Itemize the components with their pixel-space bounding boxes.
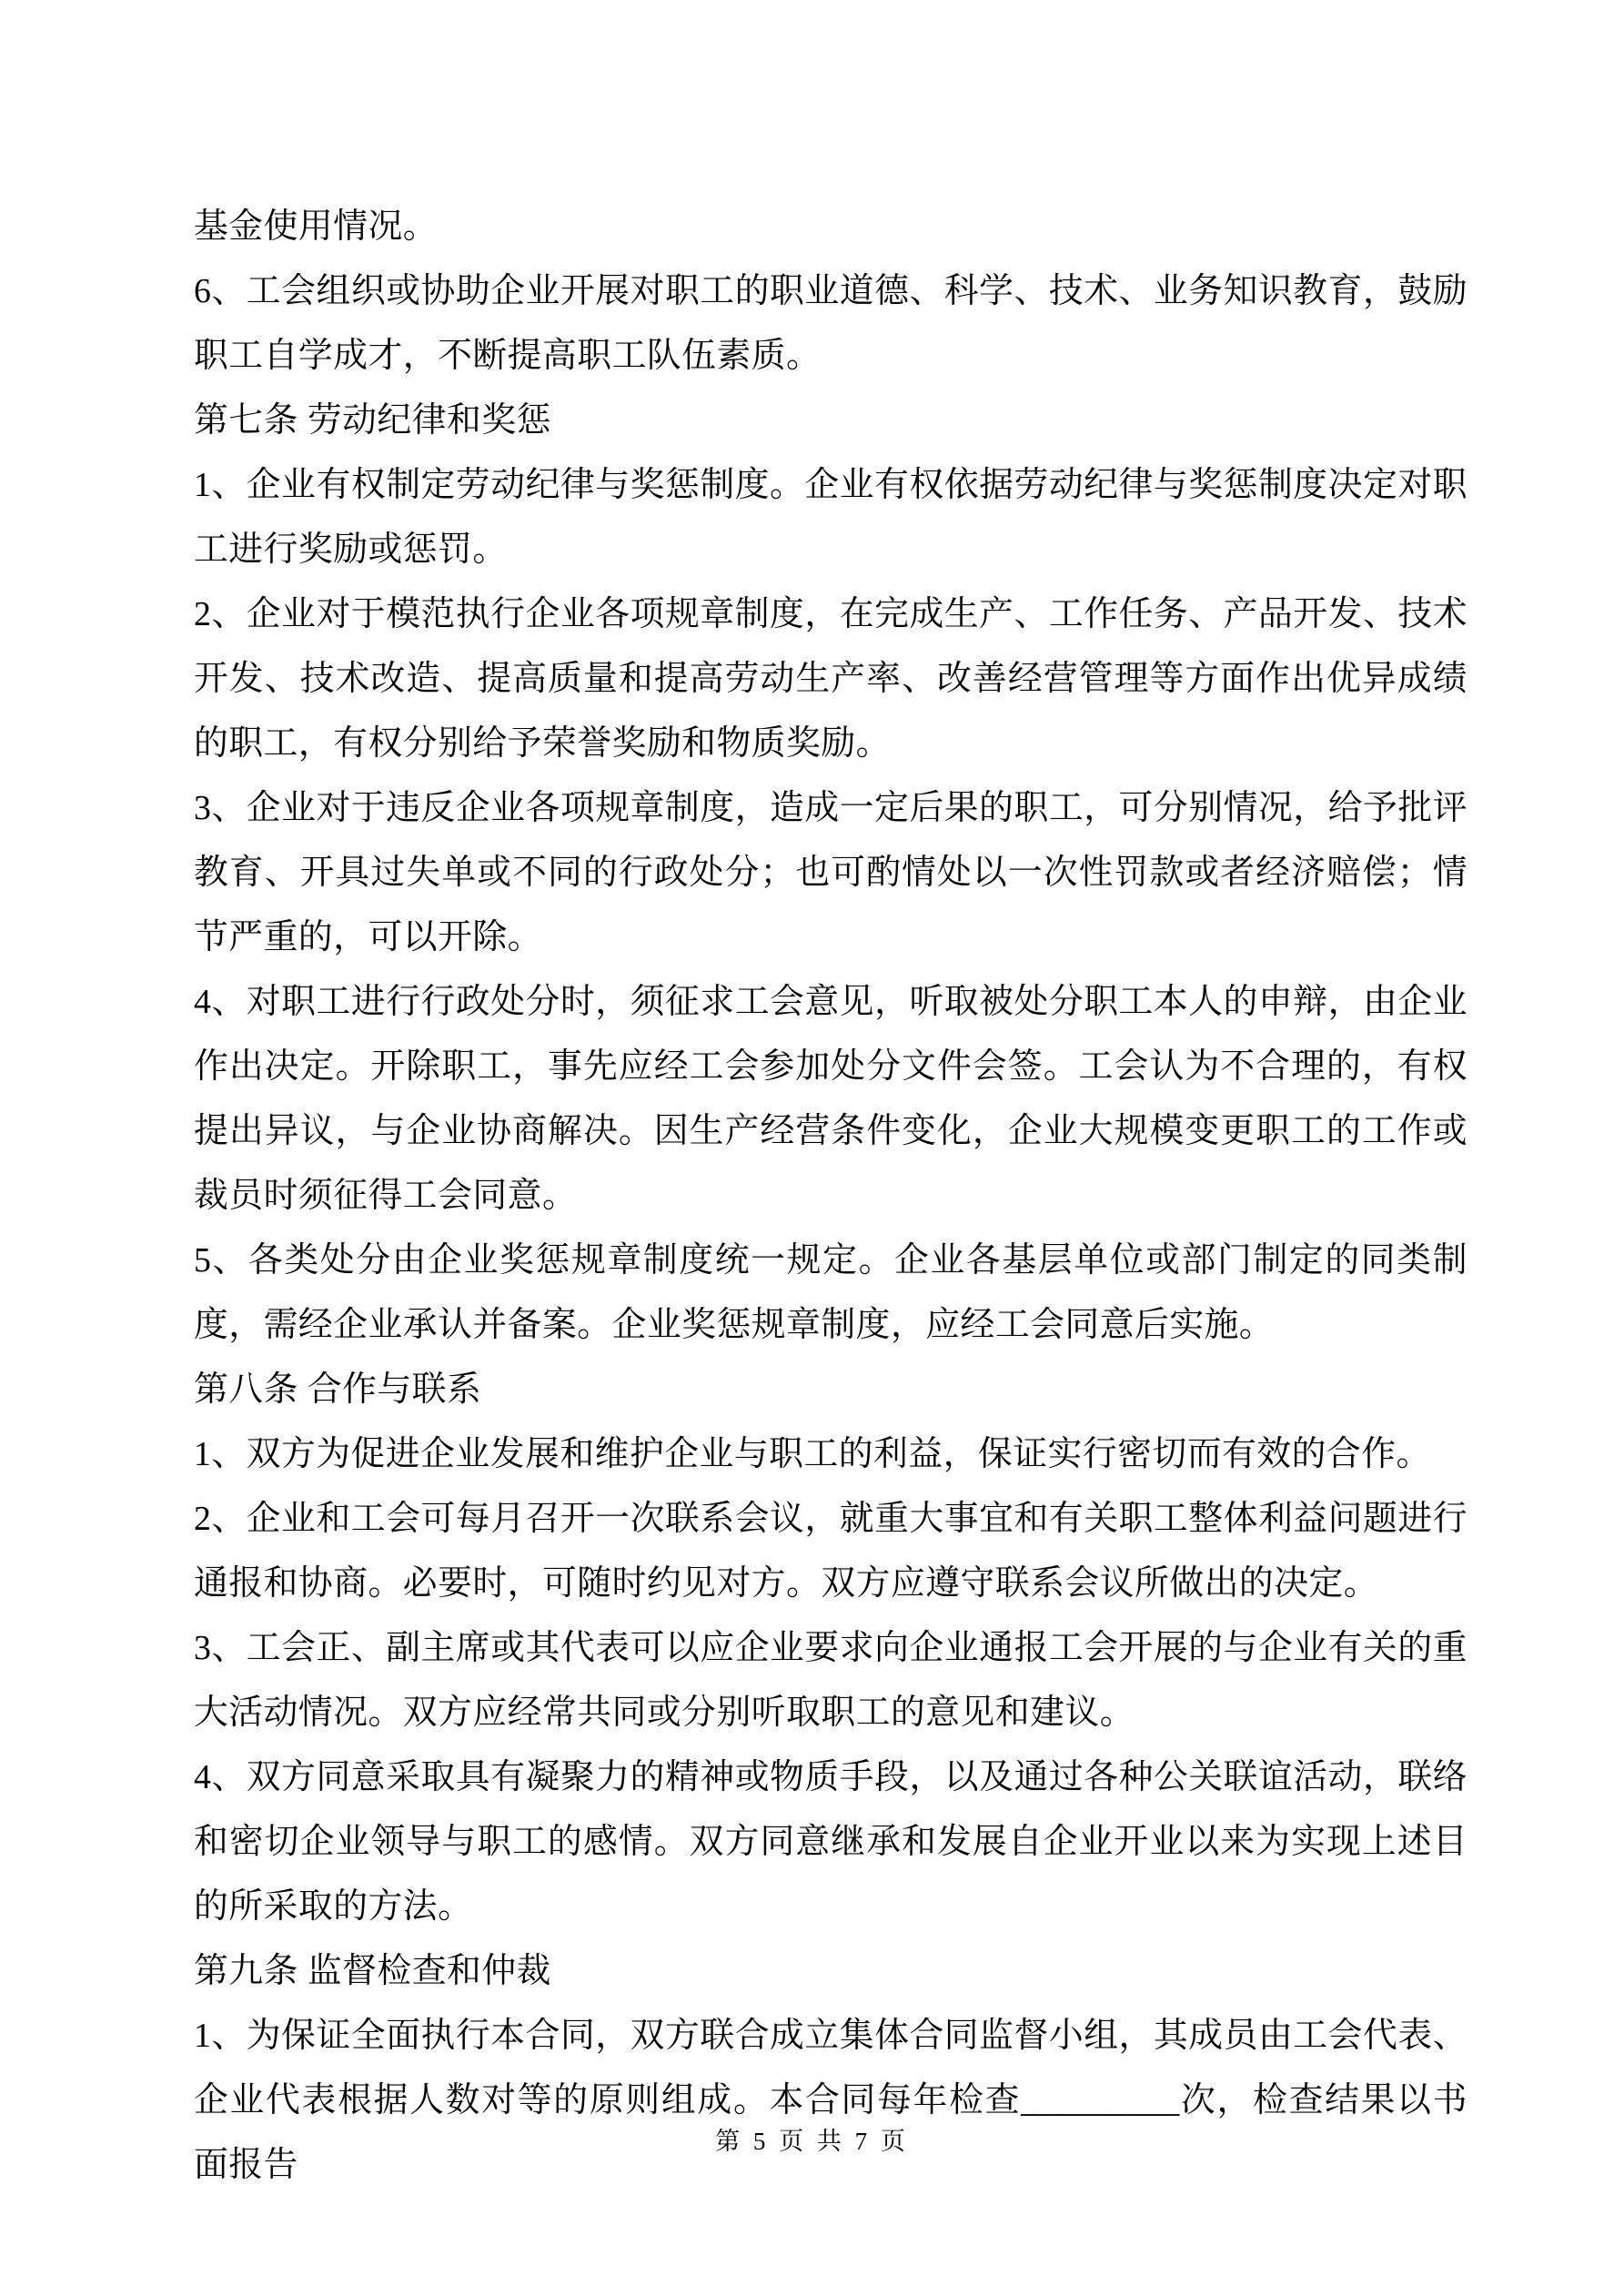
page-footer bbox=[0, 2126, 1624, 2157]
paragraph-continuation: 基金使用情况。 bbox=[194, 207, 439, 246]
section-heading-article-8: 第八条 合作与联系 bbox=[194, 1371, 482, 1409]
page-number-label: 第 5 页 共 7 页 bbox=[715, 2128, 909, 2155]
paragraph: 1、企业有权制定劳动纪律与奖惩制度。企业有权依据劳动纪律与奖惩制度决定对职工进行奖励或惩罚。 bbox=[194, 466, 1468, 569]
section-heading-article-7: 第七条 劳动纪律和奖惩 bbox=[194, 401, 551, 440]
paragraph: 3、工会正、副主席或其代表可以应企业要求向企业通报工会开展的与企业有关的重大活动情况。双方应经常共同或分别听取职工的意见和建议。 bbox=[194, 1629, 1468, 1732]
paragraph: 3、企业对于违反企业各项规章制度，造成一定后果的职工，可分别情况，给予批评教育、开具过失单或不同的行政处分；也可酌情处以一次性罚款或者经济赔偿；情节严重的，可以开除。 bbox=[194, 789, 1468, 956]
section-heading-article-9: 第九条 监督检查和仲裁 bbox=[194, 1952, 551, 1990]
paragraph: 1、双方为促进企业发展和维护企业与职工的利益，保证实行密切而有效的合作。 bbox=[194, 1435, 1431, 1473]
paragraph: 4、双方同意采取具有凝聚力的精神或物质手段，以及通过各种公关联谊活动，联络和密切企业领导与职工的感情。双方同意继承和发展自企业开业以来为实现上述目的所采取的方法。 bbox=[194, 1758, 1468, 1926]
paragraph: 2、企业对于模范执行企业各项规章制度，在完成生产、工作任务、产品开发、技术开发、技术改造、提高质量和提高劳动生产率、改善经营管理等方面作出优异成绩的职工，有权分别给予荣誉奖励和物质奖励。 bbox=[194, 595, 1468, 763]
paragraph: 5、各类处分由企业奖惩规章制度统一规定。企业各基层单位或部门制定的同类制度，需经企业承认并备案。企业奖惩规章制度，应经工会同意后实施。 bbox=[194, 1241, 1468, 1344]
paragraph: 4、对职工进行行政处分时，须征求工会意见，听取被处分职工本人的申辩，由企业作出决定。开除职工，事先应经工会参加处分文件会签。工会认为不合理的，有权提出异议，与企业协商解决。因生产经营条件变化，企业大规模变更职工的工作或裁员时须征得工会同意。 bbox=[194, 983, 1468, 1215]
paragraph: 6、工会组织或协助企业开展对职工的职业道德、科学、技术、业务知识教育，鼓励职工自学成才，不断提高职工队伍素质。 bbox=[194, 272, 1468, 375]
paragraph-with-blank: 1、为保证全面执行本合同，双方联合成立集体合同监督小组，其成员由工会代表、企业代表根据人数对等的原则组成。本合同每年检查_________次，检查结果以书面报告 bbox=[194, 2017, 1468, 2184]
paragraph: 2、企业和工会可每月召开一次联系会议，就重大事宜和有关职工整体利益问题进行通报和协商。必要时，可随时约见对方。双方应遵守联系会议所做出的决定。 bbox=[194, 1500, 1468, 1603]
document-body bbox=[194, 195, 1468, 2198]
